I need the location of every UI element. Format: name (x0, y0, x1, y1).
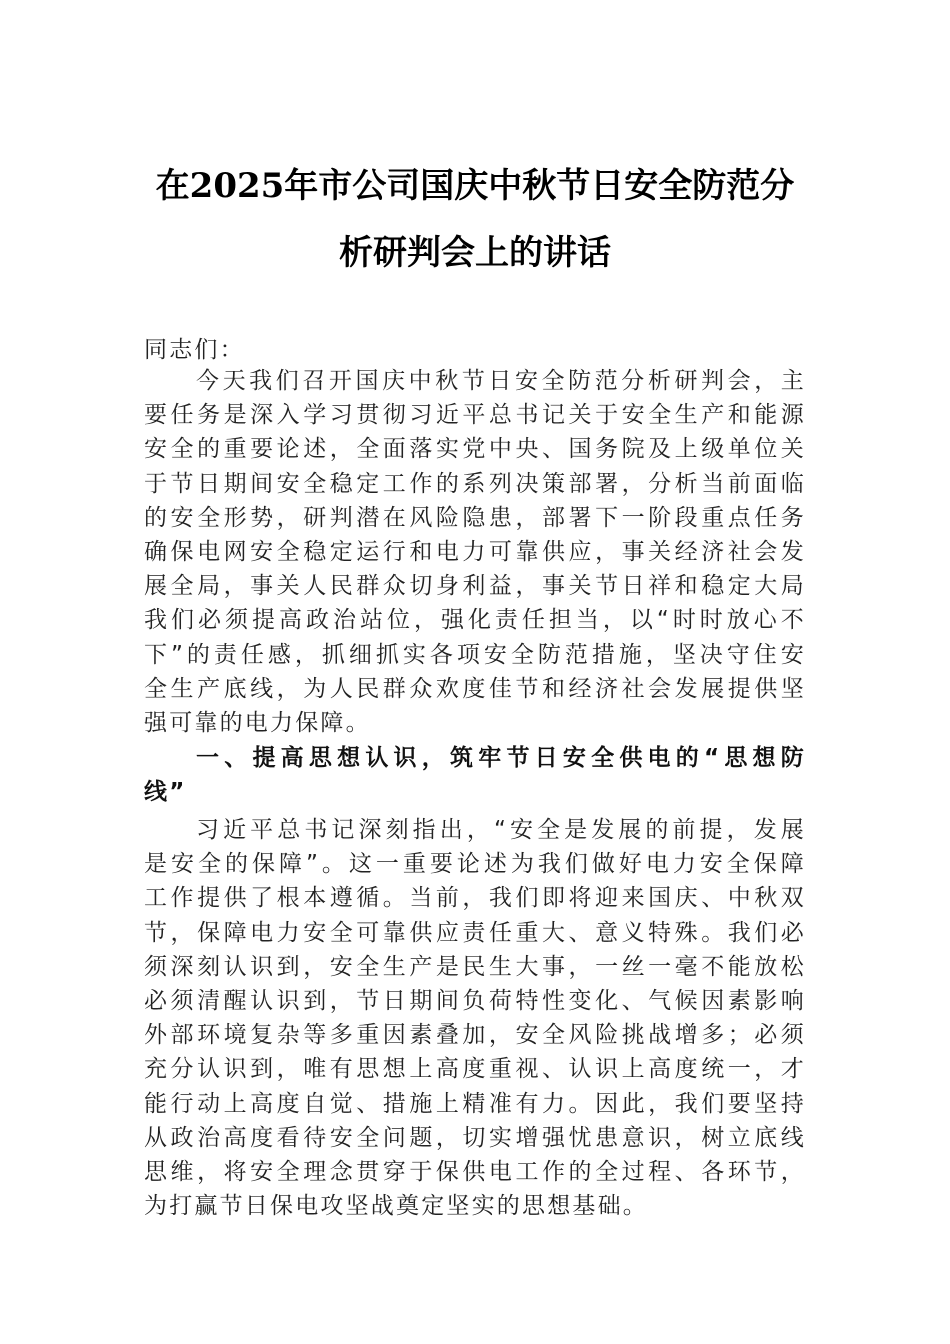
paragraph-line: 充分认识到，唯有思想上高度重视、认识上高度统一，才 (144, 1056, 806, 1083)
paragraph-line: 为打赢节日保电攻坚战奠定坚实的思想基础。 (144, 1193, 648, 1220)
paragraph-line: 全生产底线，为人民群众欢度佳节和经济社会发展提供坚 (144, 675, 806, 702)
salutation: 同志们： (144, 337, 245, 363)
paragraph-line: 思维，将安全理念贯穿于保供电工作的全过程、各环节， (144, 1158, 806, 1185)
paragraph-line: 下”的责任感，抓细抓实各项安全防范措施，坚决守住安 (144, 641, 806, 668)
paragraph-line: 从政治高度看待安全问题，切实增强忧患意识，树立底线 (144, 1124, 806, 1151)
document-title-line-1: 在2025年市公司国庆中秋节日安全防范分 (155, 166, 795, 206)
paragraph-line: 工作提供了根本遵循。当前，我们即将迎来国庆、中秋双 (144, 885, 806, 912)
paragraph-1 (144, 364, 806, 740)
paragraph-line: 要任务是深入学习贯彻习近平总书记关于安全生产和能源 (144, 402, 806, 429)
section-heading-1 (144, 740, 806, 808)
paragraph-line: 必须清醒认识到，节日期间负荷特性变化、气候因素影响 (144, 987, 806, 1014)
paragraph-line: 展全局，事关人民群众切身利益，事关节日祥和稳定大局 (144, 573, 806, 600)
heading-line: 线” (144, 779, 187, 806)
paragraph-line: 习近平总书记深刻指出，“安全是发展的前提，发展 (196, 817, 806, 843)
paragraph-2 (144, 813, 806, 1223)
paragraph-line: 强可靠的电力保障。 (144, 709, 371, 736)
paragraph-line: 能行动上高度自觉、措施上精准有力。因此，我们要坚持 (144, 1090, 806, 1117)
paragraph-line: 确保电网安全稳定运行和电力可靠供应，事关经济社会发 (144, 538, 806, 565)
paragraph-line: 是安全的保障”。这一重要论述为我们做好电力安全保障 (144, 851, 806, 878)
paragraph-line: 今天我们召开国庆中秋节日安全防范分析研判会，主 (196, 368, 806, 394)
paragraph-line: 我们必须提高政治站位，强化责任担当，以“时时放心不 (144, 607, 806, 634)
document-title-line-2: 析研判会上的讲话 (339, 233, 611, 273)
paragraph-line: 安全的重要论述，全面落实党中央、国务院及上级单位关 (144, 436, 806, 463)
paragraph-line: 的安全形势，研判潜在风险隐患，部署下一阶段重点任务 (144, 504, 806, 531)
paragraph-line: 外部环境复杂等多重因素叠加，安全风险挑战增多；必须 (144, 1022, 806, 1049)
paragraph-line: 须深刻认识到，安全生产是民生大事，一丝一毫不能放松 (144, 953, 806, 980)
paragraph-line: 节，保障电力安全可靠供应责任重大、意义特殊。我们必 (144, 919, 806, 946)
heading-line: 一、提高思想认识，筑牢节日安全供电的“思想防 (196, 745, 806, 771)
paragraph-line: 于节日期间安全稳定工作的系列决策部署，分析当前面临 (144, 470, 806, 497)
